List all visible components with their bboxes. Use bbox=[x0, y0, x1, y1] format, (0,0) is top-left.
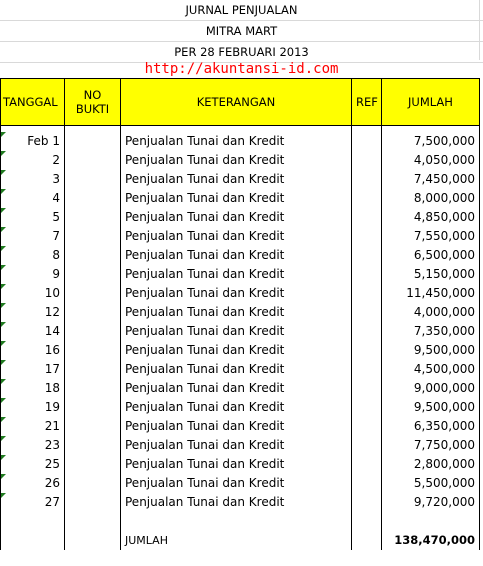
cell-jumlah: 4,850,000 bbox=[382, 208, 480, 227]
tanggal-text: 23 bbox=[44, 438, 60, 452]
tanggal-text: 16 bbox=[44, 343, 60, 357]
cell-tanggal bbox=[1, 417, 65, 436]
tanggal-text: 12 bbox=[44, 305, 60, 319]
cell-keterangan: Penjualan Tunai dan Kredit bbox=[121, 151, 352, 170]
green-triangle-icon bbox=[1, 360, 6, 365]
table-row bbox=[1, 436, 480, 455]
cell-jumlah: 8,000,000 bbox=[382, 189, 480, 208]
cell-keterangan: Penjualan Tunai dan Kredit bbox=[121, 436, 352, 455]
table-body bbox=[1, 126, 480, 551]
tanggal-text: 4 bbox=[52, 191, 60, 205]
tanggal-text: 3 bbox=[52, 172, 60, 186]
cell-jumlah: 7,550,000 bbox=[382, 227, 480, 246]
report-title: JURNAL PENJUALAN bbox=[185, 3, 298, 17]
cell-ref bbox=[352, 436, 382, 455]
cell-keterangan: Penjualan Tunai dan Kredit bbox=[121, 417, 352, 436]
cell-tanggal bbox=[1, 341, 65, 360]
green-triangle-icon bbox=[1, 474, 6, 479]
table-row bbox=[1, 474, 480, 493]
blank-row bbox=[1, 512, 480, 531]
cell-jumlah: 9,720,000 bbox=[382, 493, 480, 512]
table-row bbox=[1, 227, 480, 246]
green-triangle-icon bbox=[1, 265, 6, 270]
cell-keterangan: Penjualan Tunai dan Kredit bbox=[121, 132, 352, 151]
cell-tanggal bbox=[1, 398, 65, 417]
cell-keterangan: Penjualan Tunai dan Kredit bbox=[121, 265, 352, 284]
table-row bbox=[1, 284, 480, 303]
cell-jumlah: 5,150,000 bbox=[382, 265, 480, 284]
cell-jumlah: 6,350,000 bbox=[382, 417, 480, 436]
cell-jumlah: 9,000,000 bbox=[382, 379, 480, 398]
cell-ref bbox=[352, 398, 382, 417]
cell-no-bukti bbox=[65, 341, 121, 360]
table-row bbox=[1, 341, 480, 360]
cell-ref bbox=[352, 284, 382, 303]
green-triangle-icon bbox=[1, 132, 6, 137]
cell-keterangan: Penjualan Tunai dan Kredit bbox=[121, 379, 352, 398]
cell-ref bbox=[352, 170, 382, 189]
green-triangle-icon bbox=[1, 227, 6, 232]
cell-keterangan: Penjualan Tunai dan Kredit bbox=[121, 474, 352, 493]
cell-keterangan: Penjualan Tunai dan Kredit bbox=[121, 493, 352, 512]
tanggal-text: 9 bbox=[52, 267, 60, 281]
company-name: MITRA MART bbox=[205, 24, 278, 38]
cell-no-bukti bbox=[65, 246, 121, 265]
tanggal-text: 7 bbox=[52, 229, 60, 243]
cell-tanggal bbox=[1, 170, 65, 189]
cell-no-bukti bbox=[65, 303, 121, 322]
cell-tanggal bbox=[1, 360, 65, 379]
cell-no-bukti bbox=[65, 151, 121, 170]
cell-jumlah: 4,000,000 bbox=[382, 303, 480, 322]
cell-tanggal bbox=[1, 455, 65, 474]
cell-ref bbox=[352, 493, 382, 512]
cell-ref bbox=[352, 360, 382, 379]
sales-journal-table bbox=[0, 78, 480, 550]
table-row bbox=[1, 151, 480, 170]
cell-keterangan: Penjualan Tunai dan Kredit bbox=[121, 303, 352, 322]
cell-no-bukti bbox=[65, 322, 121, 341]
cell-no-bukti bbox=[65, 265, 121, 284]
col-header-tanggal: TANGGAL bbox=[1, 79, 65, 126]
tanggal-text: 26 bbox=[44, 476, 60, 490]
green-triangle-icon bbox=[1, 379, 6, 384]
table-row bbox=[1, 189, 480, 208]
cell-ref bbox=[352, 417, 382, 436]
table-row bbox=[1, 265, 480, 284]
table-row bbox=[1, 417, 480, 436]
cell-no-bukti bbox=[65, 132, 121, 151]
empty-cell bbox=[352, 531, 382, 550]
green-triangle-icon bbox=[1, 303, 6, 308]
empty-cell bbox=[1, 512, 65, 531]
cell-tanggal bbox=[1, 322, 65, 341]
tanggal-text: 17 bbox=[44, 362, 60, 376]
tanggal-text: Feb 1 bbox=[27, 134, 60, 148]
table-row bbox=[1, 322, 480, 341]
tanggal-text: 27 bbox=[44, 495, 60, 509]
cell-tanggal bbox=[1, 132, 65, 151]
green-triangle-icon bbox=[1, 170, 6, 175]
cell-keterangan: Penjualan Tunai dan Kredit bbox=[121, 360, 352, 379]
table-row bbox=[1, 132, 480, 151]
cell-keterangan: Penjualan Tunai dan Kredit bbox=[121, 246, 352, 265]
tanggal-text: 19 bbox=[44, 400, 60, 414]
green-triangle-icon bbox=[1, 322, 6, 327]
cell-jumlah: 11,450,000 bbox=[382, 284, 480, 303]
cell-keterangan: Penjualan Tunai dan Kredit bbox=[121, 322, 352, 341]
cell-jumlah: 9,500,000 bbox=[382, 398, 480, 417]
cell-no-bukti bbox=[65, 417, 121, 436]
cell-no-bukti bbox=[65, 170, 121, 189]
green-triangle-icon bbox=[1, 189, 6, 194]
cell-keterangan: Penjualan Tunai dan Kredit bbox=[121, 227, 352, 246]
green-triangle-icon bbox=[1, 436, 6, 441]
cell-no-bukti bbox=[65, 493, 121, 512]
col-header-ref: REF bbox=[352, 79, 382, 126]
tanggal-text: 5 bbox=[52, 210, 60, 224]
tanggal-text: 8 bbox=[52, 248, 60, 262]
cell-ref bbox=[352, 474, 382, 493]
green-triangle-icon bbox=[1, 493, 6, 498]
col-header-jumlah: JUMLAH bbox=[382, 79, 480, 126]
cell-no-bukti bbox=[65, 474, 121, 493]
col-header-keterangan: KETERANGAN bbox=[121, 79, 352, 126]
cell-no-bukti bbox=[65, 189, 121, 208]
cell-keterangan: Penjualan Tunai dan Kredit bbox=[121, 341, 352, 360]
cell-tanggal bbox=[1, 265, 65, 284]
table-row bbox=[1, 379, 480, 398]
cell-no-bukti bbox=[65, 284, 121, 303]
cell-ref bbox=[352, 455, 382, 474]
green-triangle-icon bbox=[1, 341, 6, 346]
cell-no-bukti bbox=[65, 227, 121, 246]
table-row bbox=[1, 493, 480, 512]
cell-keterangan: Penjualan Tunai dan Kredit bbox=[121, 170, 352, 189]
header-row-2 bbox=[0, 21, 483, 42]
cell-tanggal bbox=[1, 436, 65, 455]
empty-cell bbox=[65, 531, 121, 550]
cell-ref bbox=[352, 379, 382, 398]
cell-tanggal bbox=[1, 474, 65, 493]
table-row bbox=[1, 303, 480, 322]
tanggal-text: 18 bbox=[44, 381, 60, 395]
cell-jumlah: 5,500,000 bbox=[382, 474, 480, 493]
cell-no-bukti bbox=[65, 360, 121, 379]
cell-keterangan: Penjualan Tunai dan Kredit bbox=[121, 189, 352, 208]
green-triangle-icon bbox=[1, 246, 6, 251]
cell-jumlah: 6,500,000 bbox=[382, 246, 480, 265]
cell-tanggal bbox=[1, 208, 65, 227]
tanggal-text: 25 bbox=[44, 457, 60, 471]
cell-no-bukti bbox=[65, 379, 121, 398]
green-triangle-icon bbox=[1, 284, 6, 289]
green-triangle-icon bbox=[1, 455, 6, 460]
cell-tanggal bbox=[1, 493, 65, 512]
report-header bbox=[0, 0, 483, 63]
green-triangle-icon bbox=[1, 398, 6, 403]
cell-ref bbox=[352, 208, 382, 227]
website-watermark: http://akuntansi-id.com bbox=[144, 61, 339, 77]
cell-jumlah: 9,500,000 bbox=[382, 341, 480, 360]
tanggal-text: 21 bbox=[44, 419, 60, 433]
report-period: PER 28 FEBRUARI 2013 bbox=[174, 45, 309, 59]
table-row bbox=[1, 170, 480, 189]
table-row bbox=[1, 455, 480, 474]
cell-keterangan: Penjualan Tunai dan Kredit bbox=[121, 398, 352, 417]
cell-ref bbox=[352, 132, 382, 151]
cell-jumlah: 7,750,000 bbox=[382, 436, 480, 455]
cell-no-bukti bbox=[65, 208, 121, 227]
total-label: JUMLAH bbox=[121, 531, 352, 550]
table-row bbox=[1, 246, 480, 265]
cell-tanggal bbox=[1, 284, 65, 303]
cell-tanggal bbox=[1, 227, 65, 246]
grid-line bbox=[479, 0, 480, 60]
empty-cell bbox=[382, 512, 480, 531]
cell-tanggal bbox=[1, 151, 65, 170]
total-amount: 138,470,000 bbox=[382, 531, 480, 550]
cell-jumlah: 7,500,000 bbox=[382, 132, 480, 151]
cell-jumlah: 7,350,000 bbox=[382, 322, 480, 341]
cell-ref bbox=[352, 151, 382, 170]
cell-tanggal bbox=[1, 246, 65, 265]
table-row bbox=[1, 208, 480, 227]
empty-cell bbox=[352, 512, 382, 531]
green-triangle-icon bbox=[1, 208, 6, 213]
cell-no-bukti bbox=[65, 455, 121, 474]
cell-keterangan: Penjualan Tunai dan Kredit bbox=[121, 284, 352, 303]
cell-tanggal bbox=[1, 189, 65, 208]
cell-ref bbox=[352, 246, 382, 265]
cell-tanggal bbox=[1, 303, 65, 322]
empty-cell bbox=[1, 531, 65, 550]
cell-ref bbox=[352, 303, 382, 322]
cell-jumlah: 2,800,000 bbox=[382, 455, 480, 474]
cell-jumlah: 4,050,000 bbox=[382, 151, 480, 170]
cell-ref bbox=[352, 341, 382, 360]
cell-no-bukti bbox=[65, 436, 121, 455]
green-triangle-icon bbox=[1, 417, 6, 422]
empty-cell bbox=[121, 512, 352, 531]
tanggal-text: 14 bbox=[44, 324, 60, 338]
header-row-1 bbox=[0, 0, 483, 21]
table-header-row bbox=[1, 79, 480, 126]
tanggal-text: 2 bbox=[52, 153, 60, 167]
cell-ref bbox=[352, 265, 382, 284]
cell-keterangan: Penjualan Tunai dan Kredit bbox=[121, 208, 352, 227]
cell-no-bukti bbox=[65, 398, 121, 417]
col-header-no-bukti: NO BUKTI bbox=[65, 79, 121, 126]
table-row bbox=[1, 360, 480, 379]
cell-tanggal bbox=[1, 379, 65, 398]
cell-jumlah: 7,450,000 bbox=[382, 170, 480, 189]
cell-ref bbox=[352, 322, 382, 341]
cell-ref bbox=[352, 189, 382, 208]
table-row bbox=[1, 398, 480, 417]
cell-jumlah: 4,500,000 bbox=[382, 360, 480, 379]
empty-cell bbox=[65, 512, 121, 531]
tanggal-text: 10 bbox=[44, 286, 60, 300]
cell-ref bbox=[352, 227, 382, 246]
green-triangle-icon bbox=[1, 151, 6, 156]
total-row bbox=[1, 531, 480, 550]
cell-keterangan: Penjualan Tunai dan Kredit bbox=[121, 455, 352, 474]
